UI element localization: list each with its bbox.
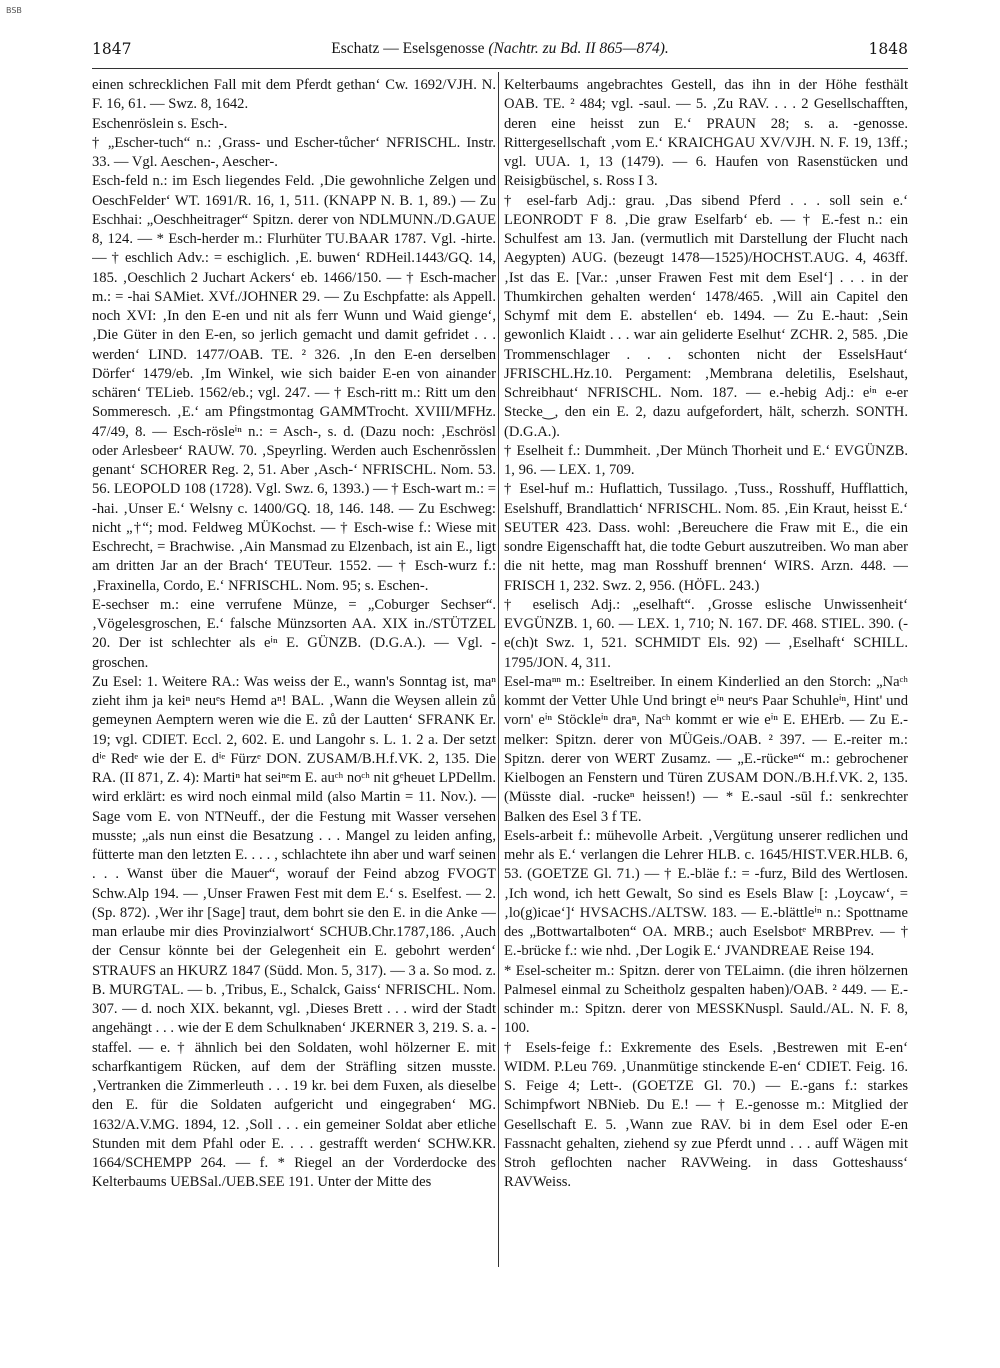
entry-paragraph: Kelterbaums angebrachtes Gestell, das ihn in der Höhe festhält OAB. TE. ² 484; vgl. -saul. — 5. ‚Zu RAV. . . . 2 Gesellschafften, deren eine heisst zun E.‘ PRAUN 28; s. a. -genosse. Rittergesellschaft ‚vom E.‘ KRAICHGAU XV/VJH. N. F. 19, 13ff.; vgl. UUA. 1, 13 (1479). — 6. Haufen von Rasenstücken und Reisigbüschel, s. Ross I 3.	[504, 77, 908, 190]
entry-paragraph: † eselisch Adj.: „eselhaft“. ‚Grosse eslische Unwissenheit‘ EVGÜNZB. 1, 60. — LEX. 1, 710; N. 167. DF. 468. STIEL. 390. (-e(ch)t Swz. 1, 521. SCHMIDT Els. 92) — ‚Eselhaft‘ SCHILL. 1795/JON. 4, 311.	[504, 596, 908, 671]
page-number-right: 1848	[868, 40, 908, 58]
entry-paragraph: einen schrecklichen Fall mit dem Pferdt gethan‘ Cw. 1692/VJH. N. F. 16, 61. — Swz. 8, 1642.	[92, 77, 496, 113]
entry-paragraph: Zu Esel: 1. Weitere RA.: Was weiss der E., wann's Sonntag ist, maⁿ zieht ihm ja keiⁿ neuᵉs Hemd aⁿ! BAL. ‚Wann die Weysen allein zů gemeynen Aemptern weren wie die E. zů der Lautten‘ SFRANK Er. 19; vgl. CDIET. Eccl. 2, 602. E. und Langohr s. L. 1. 2 a. Der setzt dⁱᵉ Redᵉ wie der E. dⁱᵉ Fürzᵉ DON. ZUSAM/B.H.f.VK. 2, 135. Die RA. (II 871, Z. 4): Martiⁿ hat seiⁿᵉm E. auᶜʰ noᶜʰ nit gᵉheuet LPDellm. wird erklärt: es wird noch einmal mild (also Martin = 11. Nov.). — Sage vom E. von NTNeuff., der die Festung mit Wasser versehen musste; „als nun einst die Besatzung . . . Mangel zu leiden anfing, fütterte man den letzten E. . . . , schlachtete ihn aber und warf seinen . . . Wanst über die Mauer“, worauf der Feind abzog FVOGT Schw.Alp 194. — ‚Unser Frawen Fest mit dem E.‘ s. Eselfest. — 2. (Sp. 872). ‚Wer ihr [Sage] traut, dem bohrt sie den E. in die Anke — man erlaube mir dies Provinzialwort‘ SCHUB.Chr.1787,186. ‚Auch der Censur könnte bei der Gelegenheit ein E. gebohrt werden‘ STRAUFS an HKURZ 1847 (Südd. Mon. 5, 317). — 3 a. So mod. z. B. MURGTAL. — b. ‚Tribus, E., Schalck, Gaiss‘ NFRISCHL. Nom. 307. — d. noch XIX. bekannt, vgl. ‚Dieses Brett . . . wird der Stadt angehängt . . . wie der E dem Schulknaben‘ JKERNER 3, 219. S. a. -staffel. — e. † ähnlich bei den Soldaten, wohl hölzerner E. mit scharfkantigem Rücken, auf dem der Sträfling sitzen musste. ‚Vertranken die Zimmerleuth . . . 19 kr. bei dem Fuxen, als dieselbe den E. für die Soldaten aufgericht und eingegraben‘ MG. 1632/A.V.MG. 1894, 12. ‚Soll . . . ein gemeiner Soldat aber etliche Stunden mit dem Pfahl oder E. . . . gestrafft werden‘ SCHW.KR. 1664/SCHEMPP 264. — f. * Riegel an der Vorderdocke des Kelterbaums UEBSal./UEB.SEE 191. Unter der Mitte des	[92, 673, 496, 1191]
header-rule	[92, 68, 908, 69]
running-title	[92, 40, 908, 58]
entry-paragraph: † Eselheit f.: Dummheit. ‚Der Münch Thorheit und E.‘ EVGÜNZB. 1, 96. — LEX. 1, 709.	[504, 442, 908, 478]
entry-paragraph: † esel-farb Adj.: grau. ‚Das sibend Pferd . . . soll sein e.‘ LEONRODT F 8. ‚Die graw Eselfarb‘ eb. — † E.-fest n.: ein Schulfest am 13. Jan. (vermutlich mit Darstellung der Flucht nach Aegypten) AUG. (bezeugt 1478—1525)/HOCHST.AUG. 4, 463ff. ‚Ist das E. [Var.: ‚unser Frawen Fest mit dem Esel‘] . . . in der Thumkirchen gehalten werden‘ 1478/465. ‚Will ain Capitel den Schymf mit dem E. abstellen‘ eb. 1494. — Zu E.-haut: ‚Sein gewonlich Klaidt . . . war ain geliderte Eselhut‘ ZCHR. 2, 585. ‚Die Trommenschlager . . . schonten nicht der EsselsHaut‘ JFRISCHL.Hz.10. Pergament: ‚Membrana deletilis, Eselshaut, Schreibhaut‘ NFRISCHL. Nom. 187. — e.-hebig Adj.: eⁱⁿ e-er Stecke‿, den ein E. 2, dazu aufgefordert, hält, scherzh. SONTH. (D.G.A.).	[504, 192, 908, 440]
running-title-note: (Nachtr. zu Bd. II 865—874).	[488, 40, 669, 57]
left-column	[92, 76, 496, 1271]
entry-paragraph: Esel-maⁿⁿ m.: Eseltreiber. In einem Kinderlied an den Storch: „Naᶜʰ kommt der Vetter Uhle Und bringt eⁱⁿ neuᵉs Paar Schuhleⁱⁿ, Hint' und vorn' eⁱⁿ Stöckleⁱⁿ draⁿ, Naᶜʰ kommt er wie eⁱⁿ E. EHErb. — Zu E.-melker: Spitzn. derer von MÜGeis./OAB. ² 397. — E.-reiter m.: Spitzn. derer von WERT Zusamz. — „E.-rückeⁿ“ m.: gebrochener Kielbogen an Fenstern und Türen ZUSAM DON./B.H.f.VK. 2, 135. (Müsste dial. -ruckeⁿ heissen!) — * E.-saul -sūl f.: senkrechter Balken des Esel 3 f TE.	[504, 673, 908, 825]
page-number-left: 1847	[92, 40, 132, 58]
column-divider	[498, 72, 499, 1267]
entry-paragraph: E-sechser m.: eine verrufene Münze, = „Coburger Sechser“. ‚Vögelesgroschen, E.‘ falsche Münzsorten AA. XIX in./STÜTZEL 20. Der ist schlechter als eⁱⁿ E. GÜNZB. (D.G.A.). — Vgl. -groschen.	[92, 596, 496, 671]
right-column	[504, 76, 908, 1271]
running-title-main: Eschatz — Eselsgenosse	[331, 40, 489, 57]
entry-paragraph: * Esel-scheiter m.: Spitzn. derer von TELaimn. (die ihren hölzernen Palmesel einmal zu Scheitholz gespalten haben)/OAB. ² 449. — E.-schinder m.: Spitzn. derer von MESSKNuspl. Sauld./AL. N. F. 8, 100.	[504, 962, 908, 1037]
entry-paragraph: † Esels-feige f.: Exkremente des Esels. ‚Bestrewen mit E-en‘ WIDM. P.Leu 769. ‚Unanmütige stinckende E-en‘ CDIET. Feig. 16. S. Feige 4; Lett-. (GOETZE Gl. 70.) — E.-gans f.: starkes Schimpfwort NBNieb. Du E.! — † E.-genosse m.: Mitglied der Gesellschaft E. 5. ‚Wann zue RAV. bi in dem Esel oder E-en Fassnacht gehalten, ziehend sy zue Pferdt unnd . . . auff Wägen mit Stroh geflochten nacher RAVWeing. in dass Gotteshauss‘ RAVWeiss.	[504, 1039, 908, 1191]
entry-paragraph: Esels-arbeit f.: mühevolle Arbeit. ‚Vergütung unserer redlichen und mehr als E.‘ verlangen die Lehrer HLB. c. 1645/HIST.VER.HLB. 6, 53. (GOETZE Gl. 71.) — † E.-bläe f.: = -furz, Bild des Wertlosen. ‚Ich wond, ich hett Gewalt, So sind es Esels Blaw [: ‚Loycaw‘, = ‚lo(g)icae‘]‘ HVSACHS./ALTSW. 183. — E.-blättleⁱⁿ n.: Spottname des „Bottwartalboten“ OA. MRB.; auch Eselsbotᵉ MRBPrev. — † E.-brücke f.: wie nhd. ‚Der Logik E.‘ JVANDREAE Reise 194.	[504, 827, 908, 960]
entry-paragraph: † Esel-huf m.: Huflattich, Tussilago. ‚Tuss., Rosshuff, Hufflattich, Eselshuff, Brandlattich‘ NFRISCHL. Nom. 85. ‚Ein Kraut, heisst E.‘ SEUTER 423. Dass. wohl: ‚Bereuchere die Fraw mit E., die ein sondre Eigenschafft hat, die todte Geburt auszutreiben. Wo man aber die nit hette, mag man Rosshuff brennen‘ WIRS. Arzn. 448. — FRISCH 1, 232. Swz. 2, 956. (HÖFL. 243.)	[504, 481, 908, 594]
library-stamp: BSB	[6, 6, 22, 15]
entry-paragraph: Esch-feld n.: im Esch liegendes Feld. ‚Die gewohnliche Zelgen und OeschFelder‘ WT. 1691/R. 16, 1, 511. (KNAPP N. B. 1, 89.) — Zu Eschhai: „Oeschheitrager“ Spitzn. derer von NDLMUNN./D.GAUE 8, 124. — * Esch-herder m.: Flurhüter TU.BAAR 1787. Vgl. -hirte. — † eschlich Adv.: = eschiglich. ‚E. buwen‘ RDHeil.1443/GQ. 14, 185. ‚Oeschlich 2 Juchart Ackers‘ eb. 1466/150. — † Esch-macher m.: = -hai SAMiet. XVf./JOHNER 29. — Zu Eschpfatte: als Appell. noch XVI: ‚In den E-en und nit als ferr Wunn und Waid gienge‘, ‚Die Güter in den E-en, so jerlich gemacht und damit gefridet . . . werden‘ LIND. 1477/OAB. TE. ² 326. ‚In den E-en derselben Dörfer‘ 1479/eb. ‚Im Winkel, wie sich baider E-en von ainander schären‘ TELieb. 1562/eb.; vgl. 247. — † Esch-ritt m.: Ritt um den Sommeresch. ‚E.‘ am Pfingstmontag GAMMTrocht. XVIII/MFHz. 47/49, 8. — Esch-rösleⁱⁿ n.: = Asch-, s. d. (Dazu noch: ‚Eschrösl oder Arlesbeer‘ RAUW. 70. ‚Speyrling. Werden auch Eschenrŏsslen genant‘ SCHORER Reg. 2, 51. Aber ‚Asch-‘ NFRISCHL. Nom. 53. 56. LEOPOLD 108 (1728). Vgl. Swz. 6, 1393.) — † Esch-wart m.: = -hai. ‚Unser E.‘ Welsny c. 1400/GQ. 18, 146. 148. — Zu Eschweg: nicht „†“; mod. Feldweg MÜKochst. — † Esch-wise f.: Wiese mit Eschrecht, = Brachwise. ‚Ain Mansmad zu Elzenbach, ist ain E., ligt am dritten Jar an der Brach‘ TEUTeur. 1552. — † Esch-wurz f.: ‚Fraxinella, Cordo, E.‘ NFRISCHL. Nom. 95; s. Eschen-.	[92, 173, 496, 594]
page-header	[92, 40, 908, 64]
entry-paragraph: Eschenröslein s. Esch-.	[92, 115, 228, 132]
entry-paragraph: † „Escher-tuch“ n.: ‚Grass- und Escher-tůcher‘ NFRISCHL. Instr. 33. — Vgl. Aeschen-, Aescher-.	[92, 134, 496, 170]
